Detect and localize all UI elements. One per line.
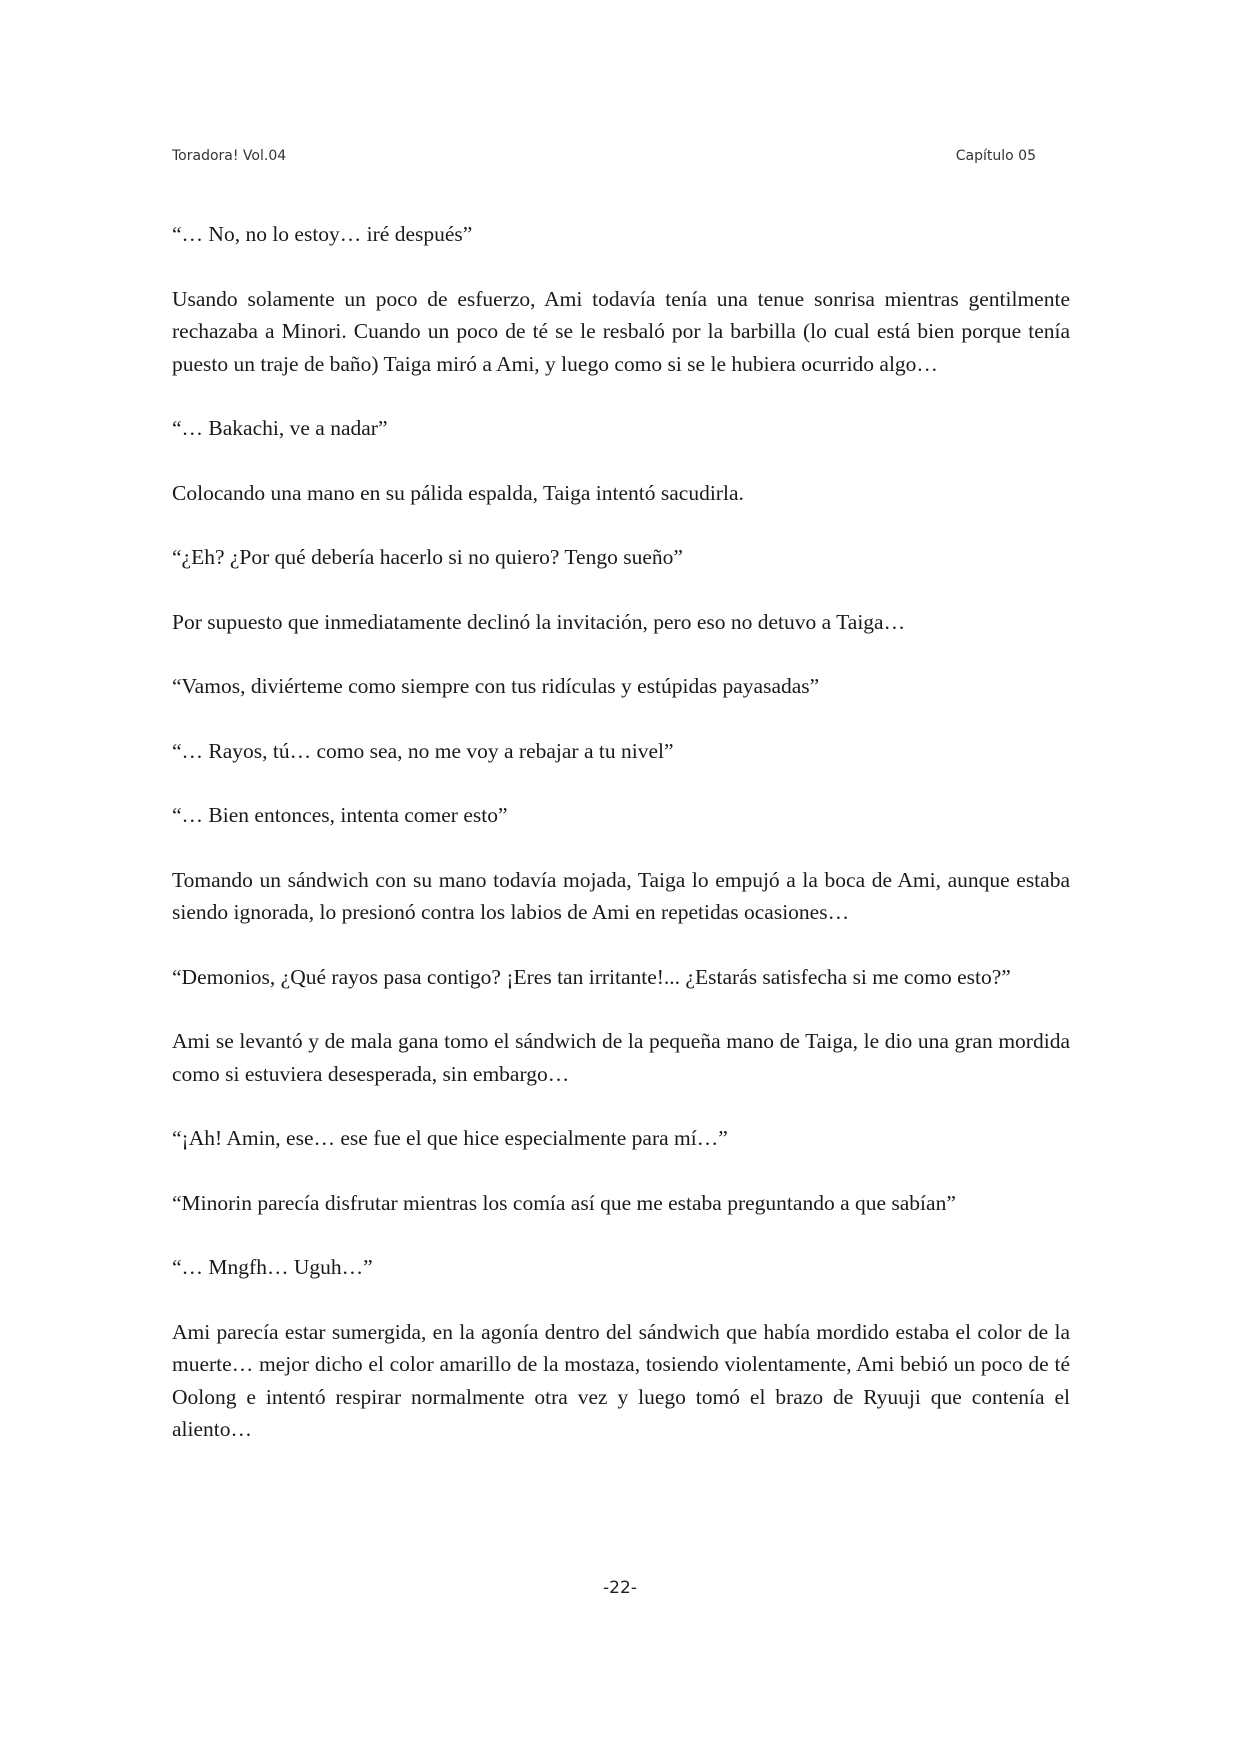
- paragraph: Por supuesto que inmediatamente declinó la invitación, pero eso no detuvo a Taiga…: [172, 609, 906, 634]
- paragraph: Colocando una mano en su pálida espalda, Taiga intentó sacudirla.: [172, 480, 744, 505]
- chapter-title: Capítulo 05: [955, 148, 1036, 164]
- paragraph: “¿Eh? ¿Por qué debería hacerlo si no quiero? Tengo sueño”: [172, 545, 683, 569]
- paragraph: “… Bien entonces, intenta comer esto”: [172, 803, 508, 827]
- book-title: Toradora! Vol.04: [172, 148, 287, 164]
- page-body: [172, 218, 1070, 1478]
- paragraph: Usando solamente un poco de esfuerzo, Ami todavía tenía una tenue sonrisa mientras gentilmente rechazaba a Minori. Cuando un poco de té se le resbaló por la barbilla (lo cual está bien porque tenía puesto un traje de baño) Taiga miró a Ami, y luego como si se le hubiera ocurrido algo…: [172, 286, 1070, 376]
- paragraph: Ami se levantó y de mala gana tomo el sándwich de la pequeña mano de Taiga, le dio una gran mordida como si estuviera desesperada, sin embargo…: [172, 1029, 1070, 1086]
- paragraph: “… No, no lo estoy… iré después”: [172, 222, 473, 246]
- paragraph: “Minorin parecía disfrutar mientras los comía así que me estaba preguntando a que sabían”: [172, 1190, 956, 1215]
- paragraph: “… Mngfh… Uguh…”: [172, 1255, 373, 1279]
- paragraph: “¡Ah! Amin, ese… ese fue el que hice especialmente para mí…”: [172, 1126, 728, 1150]
- paragraph: “Vamos, diviérteme como siempre con tus ridículas y estúpidas payasadas”: [172, 674, 820, 698]
- paragraph: Tomando un sándwich con su mano todavía mojada, Taiga lo empujó a la boca de Ami, aunque estaba siendo ignorada, lo presionó contra los labios de Ami en repetidas ocasiones…: [172, 867, 1070, 924]
- page-number: -22-: [603, 1578, 637, 1598]
- paragraph: “Demonios, ¿Qué rayos pasa contigo? ¡Eres tan irritante!... ¿Estarás satisfecha si me como esto?”: [172, 964, 1011, 989]
- paragraph: “… Rayos, tú… como sea, no me voy a rebajar a tu nivel”: [172, 738, 674, 763]
- paragraph: Ami parecía estar sumergida, en la agonía dentro del sándwich que había mordido estaba el color de la muerte… mejor dicho el color amarillo de la mostaza, tosiendo violentamente, Ami bebió un poco de té Oolong e intentó respirar normalmente otra vez y luego tomó el brazo de Ryuuji que contenía el aliento…: [172, 1319, 1070, 1441]
- paragraph: “… Bakachi, ve a nadar”: [172, 416, 388, 440]
